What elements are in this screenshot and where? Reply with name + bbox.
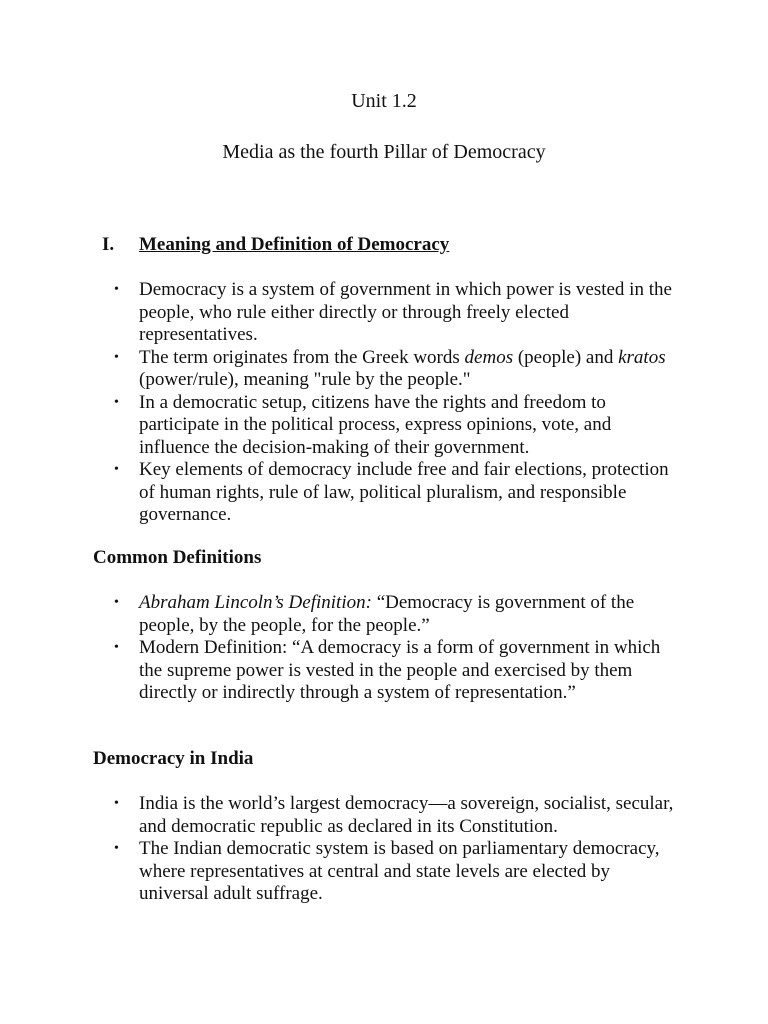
bullet-text: India is the world’s largest democracy—a sovereign, socialist, secular, and democratic republic as declared in its Constitution. bbox=[139, 793, 674, 837]
list-item bbox=[0, 279, 679, 347]
list-item bbox=[0, 459, 679, 527]
bullet-text: Key elements of democracy include free and fair elections, protection of human rights, rule of law, political pluralism, and responsible governance. bbox=[139, 459, 669, 525]
definitions-bullet-list bbox=[0, 592, 679, 705]
list-item bbox=[0, 592, 679, 637]
bullet-text-part: (people) and bbox=[513, 346, 619, 368]
lincoln-quote: “Democracy is government of the people, by the people, for the people.” bbox=[139, 592, 635, 636]
bullet-text: In a democratic setup, citizens have the rights and freedom to participate in the political process, express opinions, vote, and influence the decision-making of their government. bbox=[139, 391, 612, 458]
list-item bbox=[0, 347, 679, 392]
meaning-bullet-list bbox=[0, 279, 679, 527]
democracy-in-india-heading: Democracy in India bbox=[93, 748, 254, 769]
bullet-icon: • bbox=[114, 640, 119, 655]
list-item bbox=[0, 838, 679, 906]
bullet-icon: • bbox=[114, 394, 119, 410]
common-definitions-heading: Common Definitions bbox=[93, 547, 262, 568]
greek-word-demos: demos bbox=[464, 346, 514, 368]
bullet-text: Democracy is a system of government in which power is vested in the people, who rule either directly or through freely elected representatives. bbox=[139, 279, 672, 345]
section-heading-text: Meaning and Definition of Democracy bbox=[139, 234, 450, 255]
unit-label: Unit 1.2 bbox=[351, 90, 417, 112]
bullet-icon: • bbox=[114, 595, 119, 610]
greek-word-kratos: kratos bbox=[618, 346, 666, 368]
bullet-icon: • bbox=[114, 282, 119, 297]
bullet-icon: • bbox=[114, 349, 119, 365]
bullet-text-part: The term originates from the Greek words bbox=[139, 346, 465, 368]
list-item bbox=[0, 793, 679, 838]
lincoln-label: Abraham Lincoln’s Definition: bbox=[139, 592, 372, 613]
bullet-text: The Indian democratic system is based on parliamentary democracy, where representatives at central and state levels are elected by universal adult suffrage. bbox=[139, 838, 660, 904]
list-item bbox=[0, 392, 679, 460]
india-bullet-list bbox=[0, 793, 679, 906]
bullet-icon: • bbox=[114, 841, 119, 856]
section-heading-meaning bbox=[102, 234, 449, 257]
bullet-text: Modern Definition: “A democracy is a form of government in which the supreme power is vested in the people and exercised by them directly or indirectly through a system of representation.” bbox=[139, 637, 661, 703]
document-title: Media as the fourth Pillar of Democracy bbox=[222, 141, 546, 163]
bullet-icon: • bbox=[114, 796, 119, 811]
bullet-text-part: (power/rule), meaning "rule by the people." bbox=[139, 369, 471, 390]
section-number: I. bbox=[102, 234, 115, 255]
list-item bbox=[0, 637, 679, 705]
bullet-icon: • bbox=[114, 462, 119, 477]
